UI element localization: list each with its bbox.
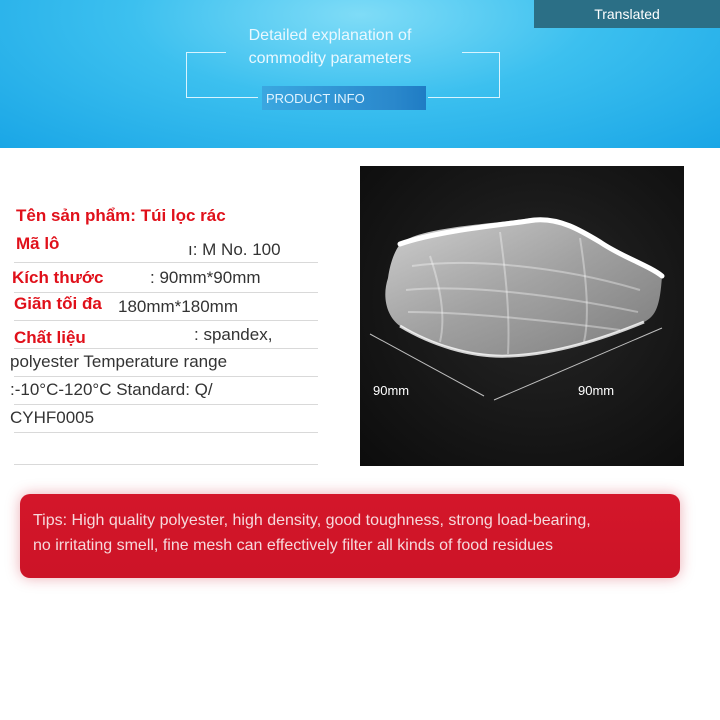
banner-title-line2: commodity parameters: [248, 50, 412, 67]
frame-corner-right: [462, 52, 500, 98]
divider: [14, 262, 318, 263]
size-value: : 90mm*90mm: [150, 268, 261, 287]
batch-value: ı: M No. 100: [188, 240, 281, 259]
dimension-label-right: 90mm: [578, 383, 615, 398]
temperature-standard: :-10°C-120°C Standard: Q/: [10, 380, 213, 399]
banner-title-line1: Detailed explanation of: [248, 27, 412, 44]
product-info-tag: PRODUCT INFO: [262, 86, 426, 110]
tips-panel: [20, 494, 680, 578]
product-photo: [360, 166, 684, 466]
batch-label: Mã lô: [16, 234, 60, 253]
divider: [14, 432, 318, 433]
divider: [14, 320, 318, 321]
frame-corner-left: [186, 52, 226, 98]
tips-line2: no irritating smell, fine mesh can effectively filter all kinds of food residues: [33, 537, 553, 554]
tips-text: [33, 508, 673, 558]
tips-line1: Tips: High quality polyester, high density, good toughness, strong load-bearing,: [33, 512, 591, 529]
divider: [14, 348, 318, 349]
divider: [14, 464, 318, 465]
material-continued: polyester Temperature range: [10, 352, 228, 371]
divider: [14, 292, 318, 293]
stretch-label: Giãn tối đa: [14, 294, 102, 313]
frame-line-right: [428, 97, 500, 98]
product-name-label: Tên sản phẩm: Túi lọc rác: [16, 206, 226, 225]
banner-title: [190, 24, 470, 70]
parameter-list: [0, 160, 340, 480]
size-label: Kích thước: [12, 268, 104, 287]
dimension-label-left: 90mm: [373, 383, 410, 398]
mesh-bag-illustration: [360, 166, 684, 466]
stretch-value: 180mm*180mm: [118, 297, 238, 316]
divider: [14, 404, 318, 405]
material-value: : spandex,: [194, 325, 273, 344]
frame-line-left: [186, 97, 258, 98]
translated-badge[interactable]: Translated: [534, 0, 720, 28]
divider: [14, 376, 318, 377]
header-banner: [0, 0, 720, 148]
standard-code: CYHF0005: [10, 408, 95, 427]
material-label: Chất liệu: [14, 328, 86, 347]
